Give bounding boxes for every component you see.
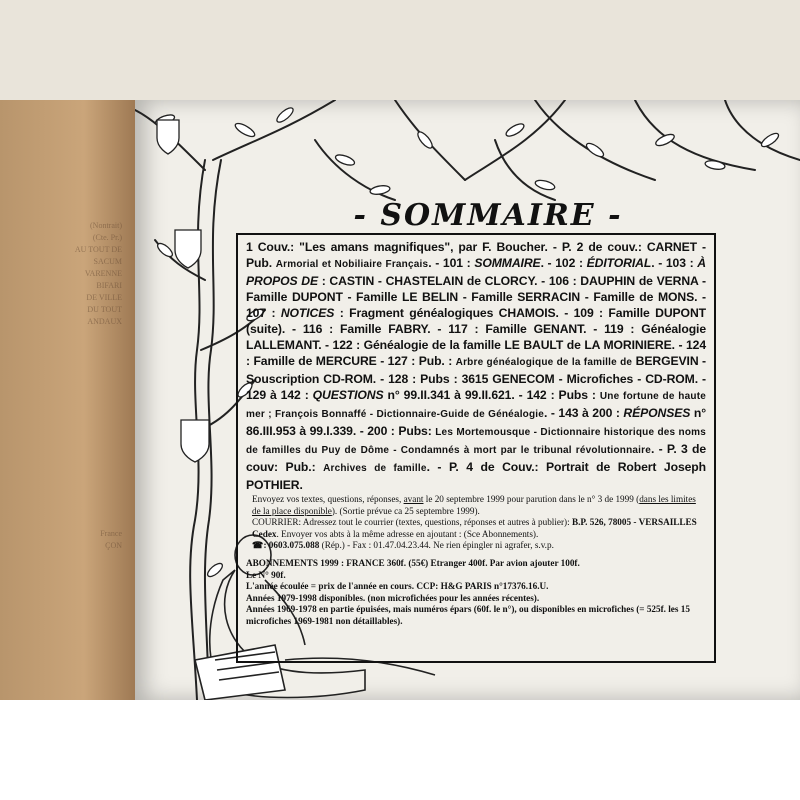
toc-text: n° 99.II.341 à 99.II.621. - 142 : Pubs : <box>383 388 600 402</box>
toc-heading: RÉPONSES <box>623 406 691 420</box>
subscription-line: Années 1979-1998 disponibles. (non microfichées pour les années récentes). <box>246 592 540 603</box>
toc-heading: SOMMAIRE <box>474 256 541 270</box>
phone-note: ☎: 0603.075.088 (Rép.) - Fax : 01.47.04.23.44. Ne rien épingler ni agrafer, s.v.p. <box>252 540 554 551</box>
page-title: - SOMMAIRE - <box>353 198 623 233</box>
toc-text: Les Mortemousque - Dictionnaire historique des noms de familles du Puy de Dôme - Condamnés à mort par le tribunal révolutionnaire <box>246 427 706 456</box>
submission-notes <box>246 494 706 552</box>
mail-note: COURRIER: Adressez tout le courrier (textes, questions, réponses et autres à publier): B.P. 526, 78005 - VERSAILLES Cedex. Envoyer vos abts à la même adresse en ajoutant : (Sce Abonnements). <box>252 517 697 539</box>
adjacent-line: (Cte. Pr.) <box>92 233 122 242</box>
adjacent-line: VARENNE <box>84 269 122 278</box>
toc-heading: QUESTIONS <box>312 388 384 402</box>
toc-text: Armorial et Nobiliaire Français <box>275 259 429 270</box>
subscription-line: Le N° 90f. <box>246 569 286 580</box>
table-of-contents <box>246 239 706 493</box>
toc-text: 1 Couv.: "Les amans magnifiques", par F. Boucher. - P. 2 de couv.: CARNET - Pub. <box>246 240 706 270</box>
subscription-line: L'année écoulée = prix de l'année en cours. CCP: H&G PARIS n°17376.16.U. <box>246 581 549 592</box>
toc-heading: NOTICES <box>280 306 335 320</box>
adjacent-line: ANDAUX <box>87 317 122 326</box>
adjacent-line: ÇON <box>105 541 122 550</box>
toc-text: Une fortune de haute mer ; François Bonnaffé - Dictionnaire-Guide de Généalogie <box>246 391 706 420</box>
adjacent-page-text <box>32 220 122 552</box>
toc-text: . - 101 : <box>428 256 475 270</box>
toc-text: Arbre généalogique de la famille de <box>455 357 633 368</box>
adjacent-page <box>0 100 140 700</box>
adjacent-line: AU TOUT DE <box>74 245 122 254</box>
toc-text: . - 102 : <box>540 256 587 270</box>
toc-text: Archives de famille <box>323 463 427 474</box>
toc-text: : Fragment généalogiques CHAMOIS. - 109 : Famille DUPONT (suite). - 116 : Famille FABRY. - 117 : Famille GENANT. - 119 : Généalogie LALLEMANT. - 122 : Généalogie de la famille LE BAULT de LA MORINIERE. - 124 : Famille de MERCURE - 127 : Pub. : <box>246 306 706 368</box>
toc-text: BERGEVIN - Souscription CD-ROM. - 128 : Pubs : 3615 GENECOM - Microfiches - CD-ROM. - 129 à 142 : <box>246 354 706 402</box>
toc-text: : CASTIN - CHASTELAIN de CLORCY. - 106 : DAUPHIN de VERNA - Famille DUPONT - Famille LE BELIN - Famille SERRACIN - Famille de MONS. - 107 : <box>246 274 706 320</box>
toc-text: n° 86.III.953 à 99.I.339. - 200 : Pubs: <box>246 406 707 438</box>
toc-text: . - P. 3 de couv: Pub.: <box>246 442 706 474</box>
adjacent-line: DU TOUT <box>87 305 122 314</box>
toc-text: . - P. 4 de Couv.: Portrait de Robert Joseph POTHIER. <box>246 460 707 492</box>
subscription-line: Années 1969-1978 en partie épuisées, mais numéros épars (60f. le n°), ou disponibles en microfiches (= 525f. les 15 microfiches 1969-1981 non détaillables). <box>246 604 690 626</box>
toc-text: . - 143 à 200 : <box>544 406 624 420</box>
toc-heading: À PROPOS DE <box>246 256 706 288</box>
adjacent-line: France <box>100 529 122 538</box>
deadline-note: Envoyez vos textes, questions, réponses, avant le 20 septembre 1999 pour parution dans le n° 3 de 1999 (dans les limites de la place disponible). (Sortie prévue ca 25 septembre 1999). <box>252 494 696 516</box>
adjacent-line: DE VILLE <box>86 293 122 302</box>
adjacent-line: (Nontrait) <box>90 221 122 230</box>
toc-text: . - 103 : <box>651 256 698 270</box>
adjacent-line: SACUM <box>93 257 122 266</box>
subscription-line: ABONNEMENTS 1999 : FRANCE 360f. (55€) Etranger 400f. Par avion ajouter 100f. <box>246 557 580 568</box>
adjacent-line: BIFARI <box>96 281 122 290</box>
summary-box <box>236 233 716 663</box>
subscription-info <box>246 558 706 628</box>
background-surface <box>0 700 800 800</box>
toc-heading: ÉDITORIAL <box>586 256 652 270</box>
